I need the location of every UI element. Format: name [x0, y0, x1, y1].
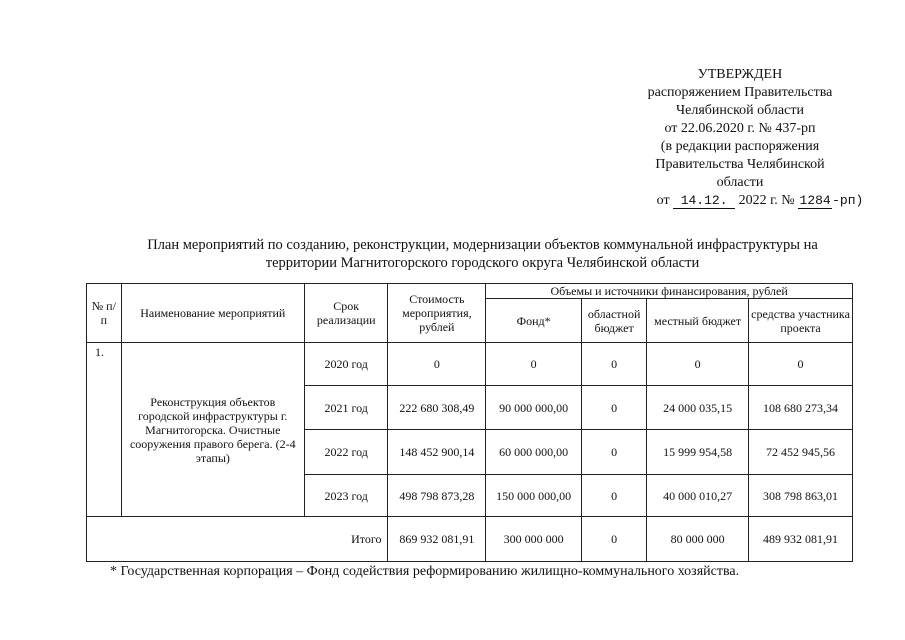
approval-line: области	[716, 175, 764, 190]
total-participant: 489 932 081,91	[749, 517, 853, 562]
approval-line: Челябинской области	[676, 103, 804, 118]
header-regional: областной бюджет	[582, 299, 647, 343]
cell-regional: 0	[582, 430, 647, 475]
cell-cost: 0	[388, 343, 486, 386]
revision-date: 14.12.	[673, 194, 735, 209]
cell-cost: 498 798 873,28	[388, 475, 486, 517]
header-participant: средства участника проекта	[749, 299, 853, 343]
cell-regional: 0	[582, 475, 647, 517]
cell-local: 15 999 954,58	[647, 430, 749, 475]
plan-title-line: территории Магнитогорского городского округа Челябинской области	[265, 255, 700, 271]
item-number: 1.	[87, 343, 122, 517]
total-cost: 869 932 081,91	[388, 517, 486, 562]
cell-regional: 0	[582, 386, 647, 430]
footnote: * Государственная корпорация – Фонд содействия реформированию жилищно-коммунального хозяйства.	[110, 564, 740, 579]
total-regional: 0	[582, 517, 647, 562]
cell-participant: 108 680 273,34	[749, 386, 853, 430]
cell-year: 2022 год	[304, 430, 388, 475]
header-cost: Стоимость мероприятия, рублей	[388, 284, 486, 343]
table-header-row	[87, 284, 853, 299]
revision-year: 2022 г. №	[738, 193, 795, 208]
date-prefix: от	[656, 193, 670, 208]
cell-fund: 150 000 000,00	[486, 475, 582, 517]
plan-title	[110, 236, 855, 272]
cell-cost: 222 680 308,49	[388, 386, 486, 430]
cell-regional: 0	[582, 343, 647, 386]
cell-fund: 0	[486, 343, 582, 386]
cell-year: 2023 год	[304, 475, 388, 517]
total-fund: 300 000 000	[486, 517, 582, 562]
header-name: Наименование мероприятий	[121, 284, 304, 343]
cell-local: 0	[647, 343, 749, 386]
approval-revision-line	[600, 192, 880, 210]
approval-line: от 22.06.2020 г. № 437-рп	[664, 121, 816, 136]
approval-line: Правительства Челябинской	[655, 157, 825, 172]
cell-fund: 90 000 000,00	[486, 386, 582, 430]
total-row	[87, 517, 853, 562]
header-local: местный бюджет	[647, 299, 749, 343]
plan-table	[86, 283, 853, 562]
cell-cost: 148 452 900,14	[388, 430, 486, 475]
item-name: Реконструкция объектов городской инфраструктуры г. Магнитогорска. Очистные сооружения правого берега. (2-4 этапы)	[121, 343, 304, 517]
table-row	[87, 343, 853, 386]
total-label: Итого	[87, 517, 388, 562]
revision-number: 1284	[799, 193, 831, 208]
cell-participant: 72 452 945,56	[749, 430, 853, 475]
header-fund: Фонд*	[486, 299, 582, 343]
total-local: 80 000 000	[647, 517, 749, 562]
header-funding: Объемы и источники финансирования, рублей	[486, 284, 853, 299]
cell-fund: 60 000 000,00	[486, 430, 582, 475]
revision-suffix: -рп)	[832, 193, 864, 208]
cell-local: 24 000 035,15	[647, 386, 749, 430]
approval-stamp	[600, 66, 880, 210]
cell-participant: 0	[749, 343, 853, 386]
plan-title-line: План мероприятий по созданию, реконструкции, модернизации объектов коммунальной инфраструктуры на	[147, 237, 818, 253]
cell-year: 2021 год	[304, 386, 388, 430]
approval-heading: УТВЕРЖДЕН	[697, 67, 783, 82]
header-num: № п/п	[87, 284, 122, 343]
cell-year: 2020 год	[304, 343, 388, 386]
approval-line: (в редакции распоряжения	[660, 139, 820, 154]
cell-local: 40 000 010,27	[647, 475, 749, 517]
cell-participant: 308 798 863,01	[749, 475, 853, 517]
approval-line: распоряжением Правительства	[647, 85, 833, 100]
header-term: Срок реализации	[304, 284, 388, 343]
